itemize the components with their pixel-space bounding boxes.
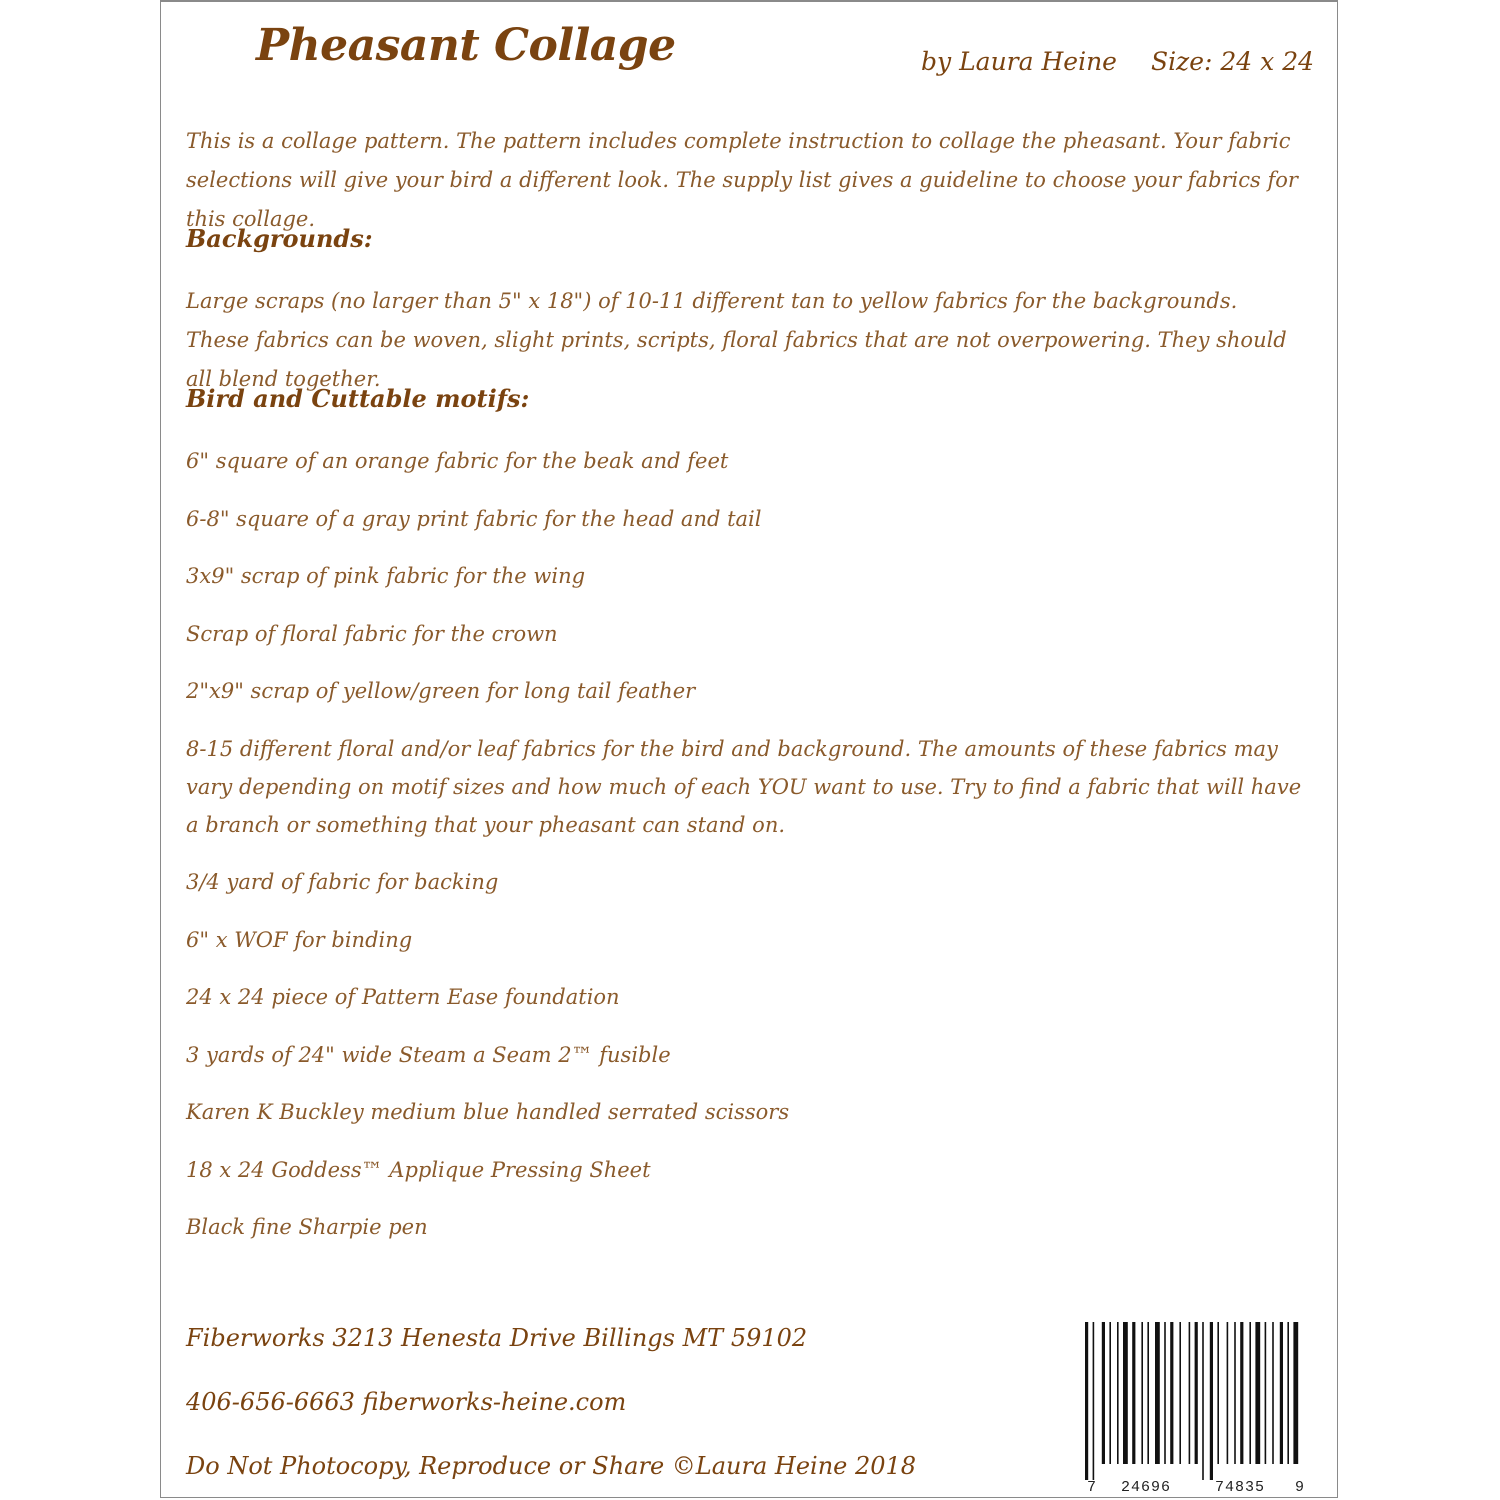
supply-list — [186, 442, 1311, 1266]
quilt-size: Size: 24 x 24 — [1150, 47, 1315, 76]
barcode-bar — [1249, 1322, 1251, 1464]
barcode-bar — [1085, 1322, 1088, 1480]
barcode-bar — [1287, 1322, 1289, 1464]
backgrounds-heading: Backgrounds: — [186, 224, 373, 253]
barcode-bar — [1255, 1322, 1260, 1464]
barcode-bar — [1147, 1322, 1149, 1464]
barcode-bar — [1265, 1322, 1267, 1464]
barcode-digit-left: 7 — [1087, 1479, 1097, 1496]
list-item: Scrap of floral fabric for the crown — [186, 621, 558, 646]
list-item: 24 x 24 piece of Pattern Ease foundation — [186, 985, 620, 1009]
barcode-bar — [1102, 1322, 1105, 1464]
barcode-bar — [1164, 1322, 1166, 1464]
list-item: 3/4 yard of fabric for backing — [186, 870, 499, 894]
barcode-bar — [1117, 1322, 1119, 1464]
barcode-bar — [1109, 1322, 1111, 1464]
barcode-bar — [1234, 1322, 1236, 1464]
list-item: 18 x 24 Goddess™ Applique Pressing Sheet — [186, 1157, 651, 1182]
barcode-bar — [1170, 1322, 1173, 1464]
barcode-bar — [1227, 1322, 1229, 1464]
author: by Laura Heine — [921, 47, 1117, 76]
barcode-group-1: 24696 — [1121, 1479, 1172, 1496]
list-item: 2"x9" scrap of yellow/green for long tail feather — [186, 679, 696, 703]
barcode-bar — [1293, 1322, 1298, 1464]
barcode-bar — [1272, 1322, 1274, 1464]
bird-motifs-heading: Bird and Cuttable motifs: — [186, 384, 530, 413]
list-item: Karen K Buckley medium blue handled serrated scissors — [186, 1100, 790, 1124]
barcode-bar — [1179, 1322, 1181, 1464]
barcode-bar — [1195, 1322, 1198, 1464]
barcode-bar — [1210, 1322, 1213, 1480]
barcode-bar — [1202, 1322, 1204, 1480]
intro-paragraph: This is a collage pattern. The pattern includes complete instruction to collage the pheasant. Your fabric selections will give your bird a different look. The supply list gives a guideline to choose your fabrics for this collage. — [186, 129, 1298, 231]
pattern-back-page — [160, 0, 1338, 1498]
barcode-bar — [1123, 1322, 1128, 1464]
list-item: 6-8" square of a gray print fabric for the head and tail — [186, 506, 762, 531]
footer-copyright: Do Not Photocopy, Reproduce or Share ©Laura Heine 2018 — [186, 1452, 917, 1480]
barcode-digit-right: 9 — [1295, 1479, 1305, 1496]
byline — [921, 47, 1314, 76]
barcode-bar — [1093, 1322, 1095, 1480]
barcode-bar — [1280, 1322, 1283, 1464]
list-item: Black fine Sharpie pen — [186, 1215, 428, 1239]
list-item: 6" square of an orange fabric for the beak and feet — [186, 449, 729, 473]
barcode-graphic — [1081, 1320, 1309, 1498]
list-item: 3x9" scrap of pink fabric for the wing — [186, 564, 586, 588]
barcode-bar — [1240, 1322, 1243, 1464]
upc-barcode — [1081, 1320, 1309, 1498]
page-title: Pheasant Collage — [256, 20, 676, 71]
barcode-bar — [1141, 1322, 1143, 1464]
barcode-bar — [1217, 1322, 1219, 1464]
list-item: 6" x WOF for binding — [186, 927, 413, 952]
footer-contact: 406-656-6663 fiberworks-heine.com — [186, 1388, 627, 1416]
footer-address: Fiberworks 3213 Henesta Drive Billings MT 59102 — [186, 1324, 808, 1352]
backgrounds-paragraph: Large scraps (no larger than 5" x 18") of 10-11 different tan to yellow fabrics for the backgrounds. These fabrics can be woven, slight prints, scripts, floral fabrics that are not overpowering. They should all blend together. — [186, 289, 1287, 391]
barcode-bar — [1132, 1322, 1135, 1464]
list-item: 3 yards of 24" wide Steam a Seam 2™ fusible — [186, 1042, 671, 1067]
barcode-bar — [1189, 1322, 1191, 1464]
list-item: 8-15 different floral and/or leaf fabrics for the bird and background. The amounts of these fabrics may vary depending on motif sizes and how much of each YOU want to use. Try to find a fabric that will have a branch or something that your pheasant can stand on. — [186, 736, 1302, 837]
barcode-bar — [1155, 1322, 1160, 1464]
barcode-group-2: 74835 — [1215, 1479, 1266, 1496]
